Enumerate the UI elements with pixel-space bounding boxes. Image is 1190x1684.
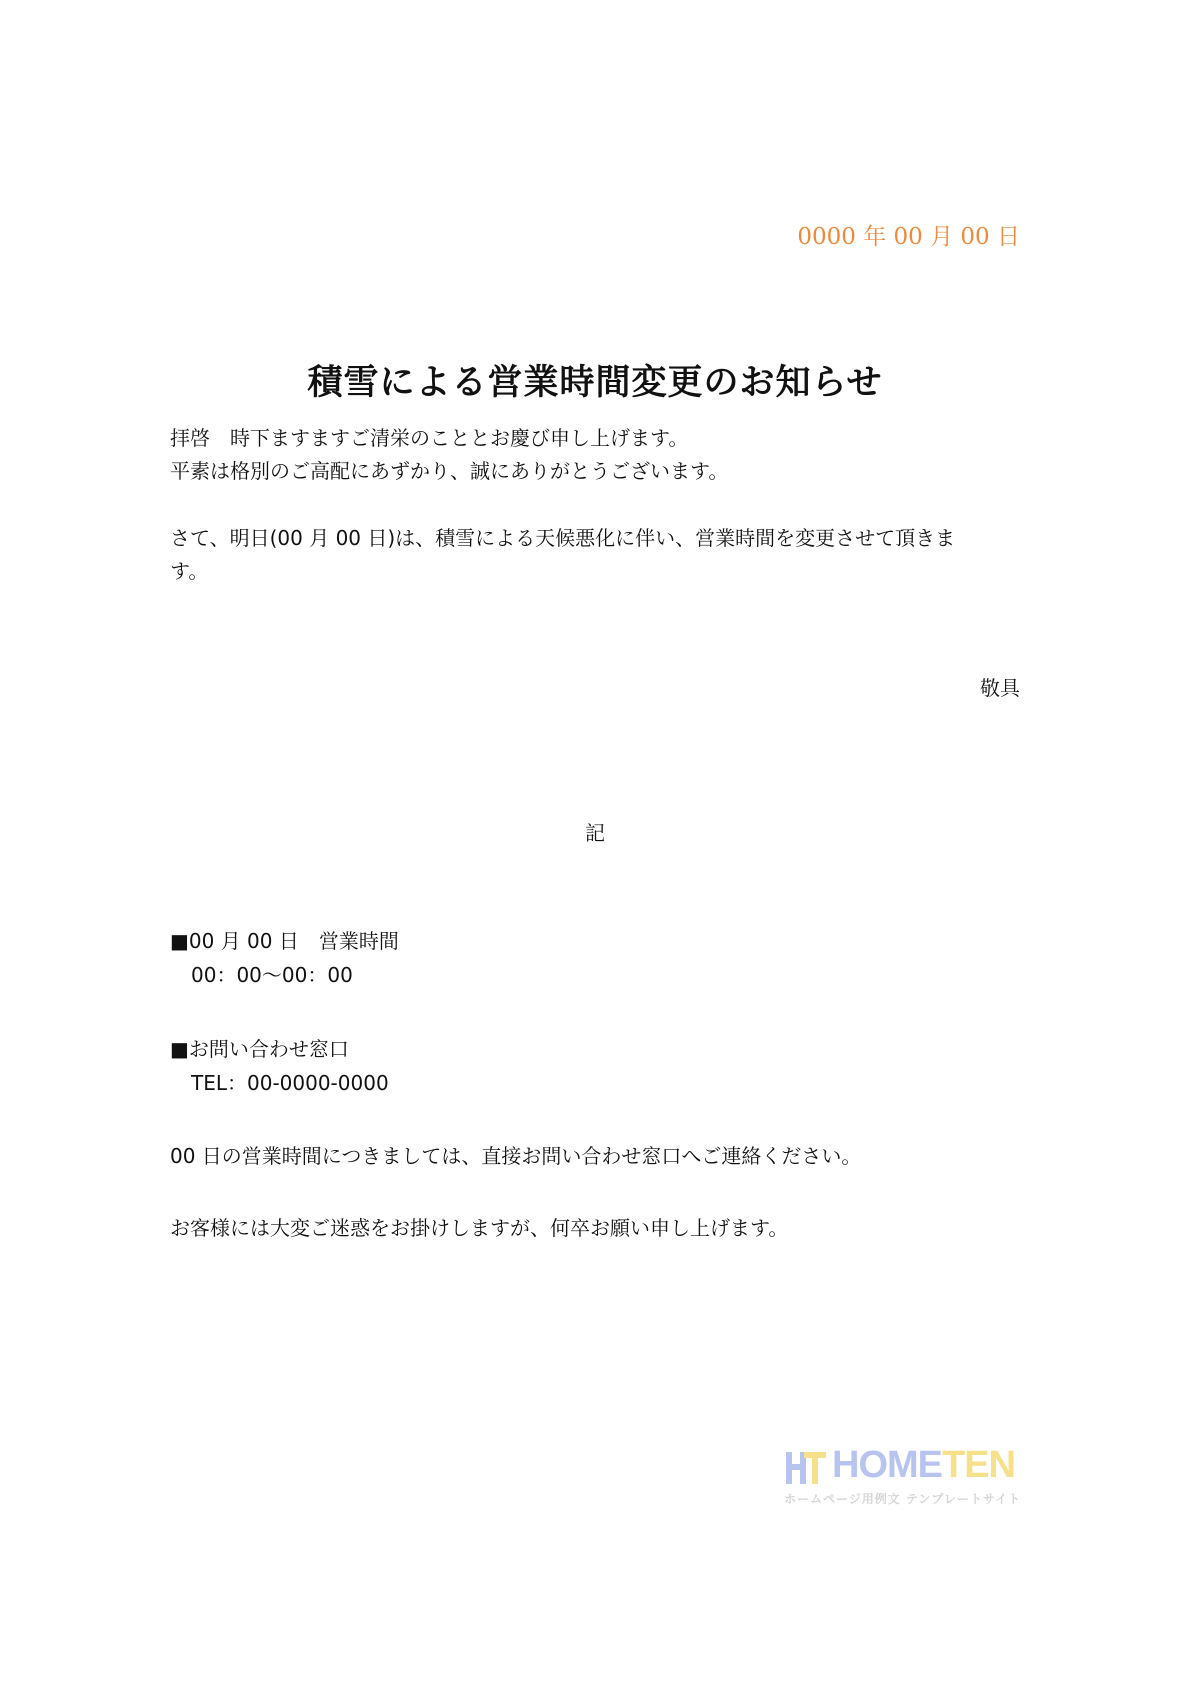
- logo-tagline: ホームページ用例文 テンプレートサイト: [784, 1492, 1022, 1506]
- logo-wordmark: [832, 1444, 1015, 1487]
- contact-heading: ■お問い合わせ窓口: [170, 1037, 349, 1061]
- document-date: 0000 年 00 月 00 日: [797, 224, 1020, 250]
- ki-heading: 記: [585, 821, 605, 845]
- logo-home: HOME: [832, 1444, 942, 1486]
- logo-ten: TEN: [942, 1444, 1015, 1486]
- greeting-line-1: 拝啓 時下ますますご清栄のこととお慶び申し上げます。: [170, 426, 689, 450]
- body-line-2: す。: [170, 559, 209, 583]
- contact-phone: TEL：00-0000-0000: [191, 1071, 389, 1095]
- note-line: 00 日の営業時間につきましては、直接お問い合わせ窓口へご連絡ください。: [170, 1144, 862, 1168]
- document-title: 積雪による営業時間変更のお知らせ: [307, 362, 883, 403]
- hours-heading: ■00 月 00 日 営業時間: [170, 929, 399, 953]
- hours-value: 00：00〜00：00: [191, 963, 353, 987]
- greeting-line-2: 平素は格別のご高配にあずかり、誠にありがとうございます。: [170, 459, 729, 483]
- body-line-1: さて、明日(00 月 00 日)は、積雪による天候悪化に伴い、営業時間を変更させて頂きま: [170, 526, 956, 550]
- hometen-logo: [784, 1444, 1022, 1510]
- hometen-mark-icon: [784, 1448, 828, 1488]
- apology-line: お客様には大変ご迷惑をお掛けしますが、何卒お願い申し上げます。: [170, 1216, 789, 1240]
- closing-keigu: 敬具: [980, 676, 1020, 700]
